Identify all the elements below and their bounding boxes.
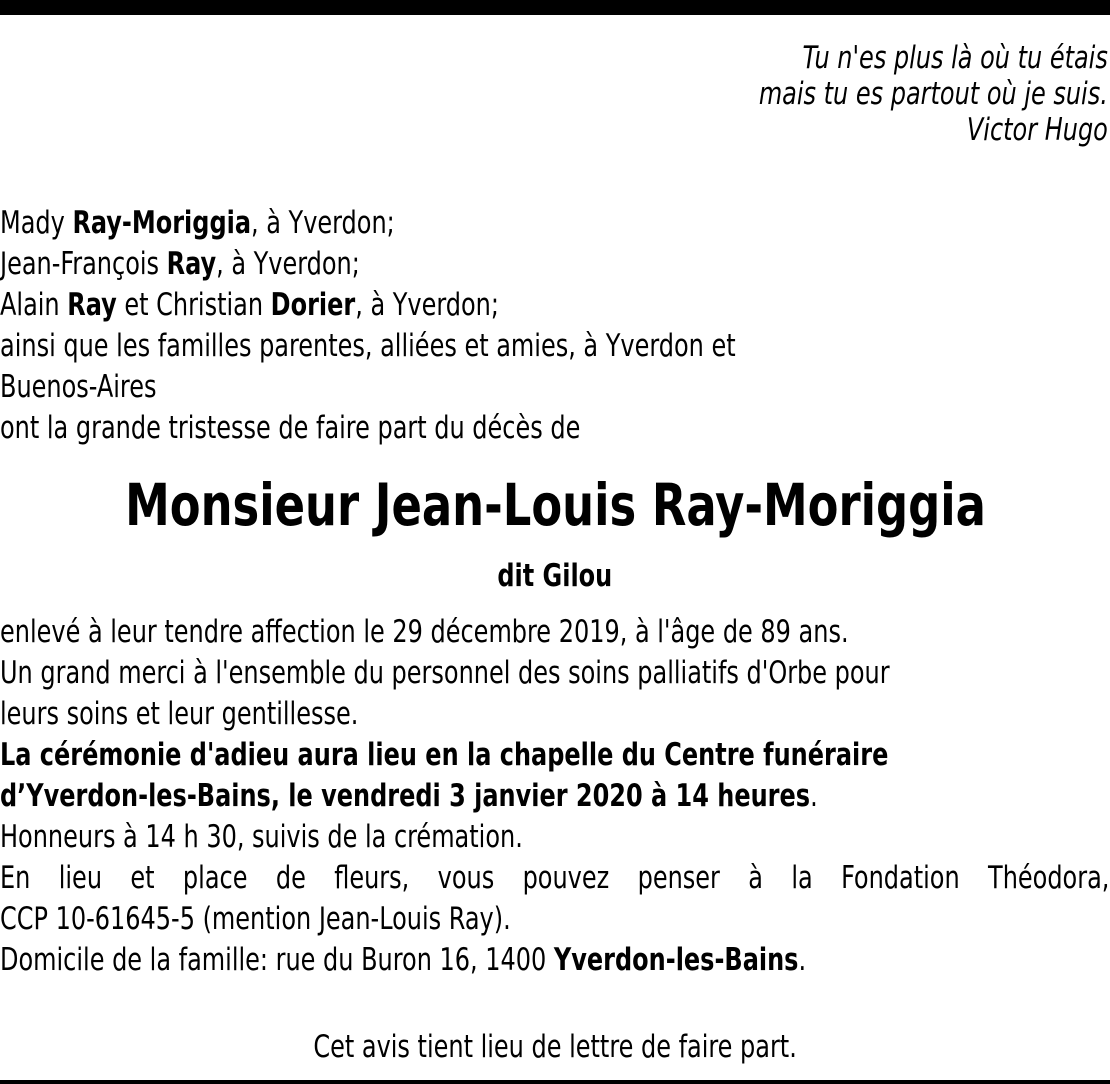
quote-line-1: Tu n'es plus là où tu étais [802,40,1108,76]
details-line-2: Un grand merci à l'ensemble du personnel des soins palliatifs d'Orbe pour [0,655,890,691]
flowers-line-1: En lieu et place de fleurs, vous pouvez penser à la Fondation Théodora, [0,860,1110,896]
honours-line: Honneurs à 14 h 30, suivis de la crémation. [0,819,523,855]
family-announcement [0,203,736,449]
family-surname: Ray [166,246,217,282]
family-line-5: Buenos-Aires [0,369,157,405]
closing-note: Cet avis tient lieu de lettre de faire part. [313,1029,797,1065]
domicile-town: Yverdon-les-Bains [553,942,799,978]
ceremony-line-1: La cérémonie d'adieu aura lieu en la chapelle du Centre funéraire [0,737,889,773]
obituary-details [0,612,1109,981]
quote-author: Victor Hugo [967,112,1108,148]
family-surname: Ray [67,287,117,323]
family-line-1: Mady Ray-Moriggia, à Yverdon; [0,205,395,241]
details-line-3: leurs soins et leur gentillesse. [0,696,359,732]
ceremony-line-2: d’Yverdon-les-Bains, le vendredi 3 janvier 2020 à 14 heures. [0,778,818,814]
bottom-border-rule [0,1080,1110,1084]
family-line-2: Jean-François Ray, à Yverdon; [0,246,360,282]
family-line-4: ainsi que les familles parentes, alliées et amies, à Yverdon et [0,328,736,364]
epigraph-quote [759,40,1108,148]
domicile-line: Domicile de la famille: rue du Buron 16, 1400 Yverdon-les-Bains. [0,942,807,978]
family-surname: Ray-Moriggia [72,205,252,241]
family-line-3: Alain Ray et Christian Dorier, à Yverdon; [0,287,499,323]
deceased-nickname: dit Gilou [497,558,613,594]
details-line-1: enlevé à leur tendre affection le 29 décembre 2019, à l'âge de 89 ans. [0,614,849,650]
family-line-6: ont la grande tristesse de faire part du décès de [0,410,581,446]
deceased-name: Monsieur Jean-Louis Ray-Moriggia [124,471,986,539]
quote-line-2: mais tu es partout où je suis. [758,76,1108,112]
flowers-line-2: CCP 10-61645-5 (mention Jean-Louis Ray). [0,901,511,937]
top-border-rule [0,0,1110,15]
family-surname: Dorier [270,287,356,323]
